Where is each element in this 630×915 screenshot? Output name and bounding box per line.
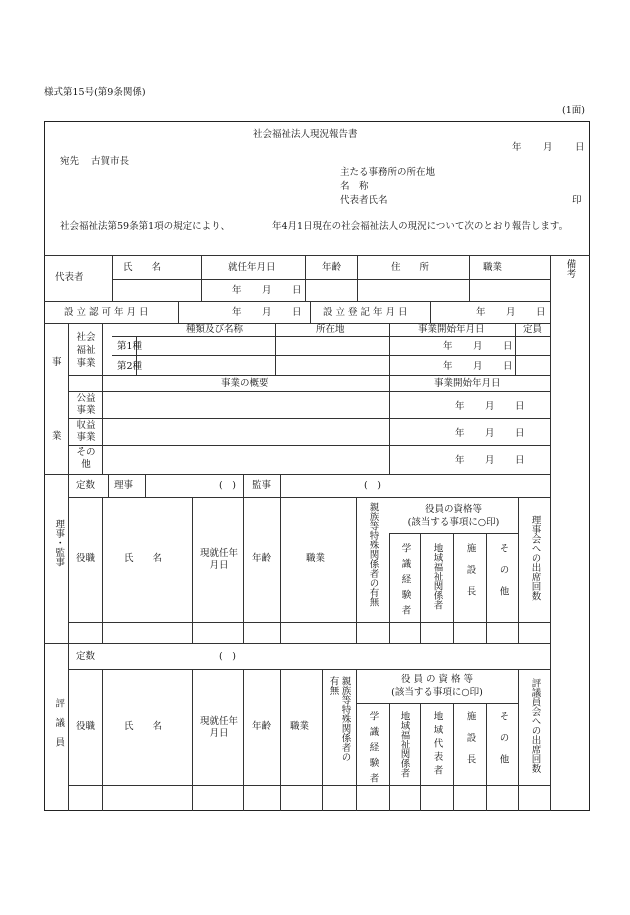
approval-month: 月 xyxy=(262,307,272,318)
approval-year: 年 xyxy=(232,307,242,318)
director-label: 理事 xyxy=(114,480,134,491)
other-year: 年 xyxy=(455,455,465,466)
date-month: 月 xyxy=(543,142,553,153)
class1-year: 年 xyxy=(443,341,453,352)
class1-label: 第1種 xyxy=(117,341,143,352)
rep-appointed-month: 月 xyxy=(262,285,272,296)
profit-day: 日 xyxy=(515,428,525,439)
rep-appointed-year: 年 xyxy=(232,285,242,296)
other-day: 日 xyxy=(515,455,525,466)
coun-relatives-header: 親族等特殊関係者の xyxy=(339,676,351,762)
coun-qualification-header: 役 員 の 資 格 等 xyxy=(400,674,474,685)
coun-occupation-header: 職業 xyxy=(290,721,310,732)
coun-q-facility: 施設長 xyxy=(464,711,476,776)
representative-label: 代表者氏名 xyxy=(340,195,388,206)
rep-age-header: 年齢 xyxy=(322,262,342,273)
rep-appointed-day: 日 xyxy=(292,285,302,296)
class2-month: 月 xyxy=(473,361,483,372)
rep-name-header: 氏 名 xyxy=(123,262,162,273)
class2-day: 日 xyxy=(503,361,513,372)
auditor-quota-parens: ( ) xyxy=(364,480,381,491)
registration-date-label: 設立登記年月日 xyxy=(323,307,411,318)
dir-occupation-header: 職業 xyxy=(306,553,326,564)
councillors-quota-label: 定数 xyxy=(76,651,96,662)
class1-month: 月 xyxy=(473,341,483,352)
public-month: 月 xyxy=(485,401,495,412)
councillors-side-label: 評議員 xyxy=(53,698,65,757)
other-label: その他 xyxy=(76,447,96,470)
profit-label: 収益事業 xyxy=(76,420,96,443)
overview-header: 事業の概要 xyxy=(221,378,269,389)
public-interest-label: 公益事業 xyxy=(76,393,96,416)
coun-relatives-tail: 有無 xyxy=(327,676,339,695)
registration-year: 年 xyxy=(476,307,486,318)
remarks-header: 備考 xyxy=(564,259,576,278)
addressee: 古賀市長 xyxy=(91,156,130,167)
approval-date-label: 設立認可年月日 xyxy=(64,307,152,318)
start-date-header: 事業開始年月日 xyxy=(418,324,485,335)
approval-day: 日 xyxy=(292,307,302,318)
dir-attendance-header: 理事会への出席回数 xyxy=(529,515,541,601)
date-day: 日 xyxy=(575,142,585,153)
date-year: 年 xyxy=(512,142,522,153)
director-quota-parens: ( ) xyxy=(219,480,236,491)
dir-position-header: 役職 xyxy=(76,553,96,564)
coun-q-community: 地域福祉関係者 xyxy=(398,711,410,778)
dir-relatives-header: 親族等特殊関係者の有無 xyxy=(367,502,379,607)
registration-day: 日 xyxy=(536,307,546,318)
directors-quota-label: 定数 xyxy=(76,480,96,491)
coun-age-header: 年齢 xyxy=(252,721,272,732)
dir-q-academic: 学識経験者 xyxy=(399,543,411,621)
class1-day: 日 xyxy=(503,341,513,352)
capacity-header: 定員 xyxy=(523,324,543,335)
rep-appointed-header: 就任年月日 xyxy=(228,262,276,273)
coun-q-academic: 学識経験者 xyxy=(367,711,379,789)
location-header: 所在地 xyxy=(316,324,345,335)
profit-year: 年 xyxy=(455,428,465,439)
type-name-header: 種類及び名称 xyxy=(186,324,244,335)
coun-appointed-header: 現就任年月日 xyxy=(200,716,239,739)
dir-appointed-header: 現就任年月日 xyxy=(200,548,239,571)
statement-prefix: 社会福祉法第59条第1項の規定により、 xyxy=(60,221,231,232)
dir-q-community: 地域福祉関係者 xyxy=(431,543,443,610)
statement-suffix: 年4月1日現在の社会福祉法人の現況について次のとおり報告します。 xyxy=(272,221,569,232)
business-side-bottom: 業 xyxy=(52,431,62,442)
name-label: 名 称 xyxy=(340,181,369,192)
coun-qualification-note: (該当する事項に○印) xyxy=(391,687,483,698)
dir-age-header: 年齢 xyxy=(252,553,272,564)
class2-year: 年 xyxy=(443,361,453,372)
public-day: 日 xyxy=(515,401,525,412)
public-year: 年 xyxy=(455,401,465,412)
dir-qualification-note: (該当する事項に○印) xyxy=(407,517,500,528)
overview-start-header: 事業開始年月日 xyxy=(434,378,501,389)
profit-month: 月 xyxy=(485,428,495,439)
seal-mark: 印 xyxy=(572,195,582,206)
councillors-quota-parens: ( ) xyxy=(219,651,236,662)
registration-month: 月 xyxy=(506,307,516,318)
auditor-label: 監事 xyxy=(252,480,272,491)
coun-attendance-header: 評議員会への出席回数 xyxy=(529,678,541,773)
welfare-business-label: 社会福祉事業 xyxy=(76,332,96,369)
rep-address-header: 住 所 xyxy=(391,262,430,273)
coun-q-other: その他 xyxy=(497,711,509,776)
other-month: 月 xyxy=(485,455,495,466)
form-number: 様式第15号(第9条関係) xyxy=(44,87,146,98)
coun-q-representative: 地域代表者 xyxy=(431,711,443,779)
addressee-label: 宛先 xyxy=(60,156,80,167)
representative-label: 代表者 xyxy=(55,272,84,283)
rep-occupation-header: 職業 xyxy=(483,262,503,273)
business-side-top: 事 xyxy=(52,357,62,368)
directors-side-label: 理事・監事 xyxy=(53,519,65,567)
coun-position-header: 役職 xyxy=(76,721,96,732)
page-number: (1面) xyxy=(562,105,585,116)
office-address-label: 主たる事務所の所在地 xyxy=(340,167,436,178)
class2-label: 第2種 xyxy=(117,361,143,372)
coun-name-header: 氏 名 xyxy=(124,721,163,732)
dir-q-facility: 施設長 xyxy=(464,543,476,608)
dir-qualification-header: 役員の資格等 xyxy=(424,504,482,515)
report-title: 社会福祉法人現況報告書 xyxy=(253,129,358,140)
dir-q-other: その他 xyxy=(497,543,509,608)
dir-name-header: 氏 名 xyxy=(124,553,163,564)
